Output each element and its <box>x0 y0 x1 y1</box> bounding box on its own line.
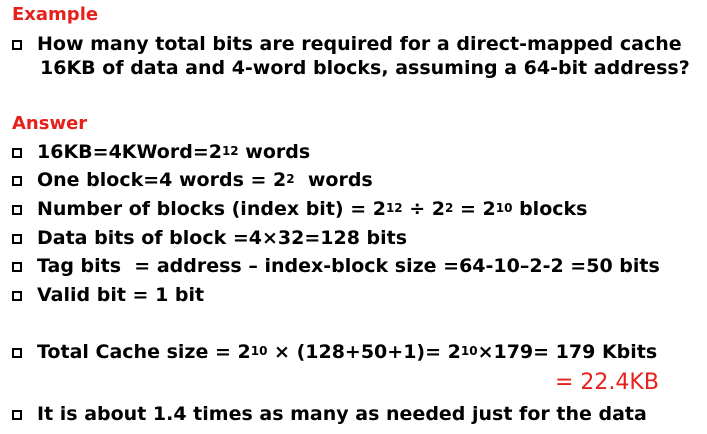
final-line: It is about 1.4 times as many as needed just for the data <box>12 402 647 427</box>
answer-line-5: Tag bits = address – index-block size =64-10–2-2 =50 bits <box>12 254 660 279</box>
square-bullet-icon <box>12 234 22 244</box>
question-line-1: How many total bits are required for a direct-mapped cache <box>37 33 682 55</box>
square-bullet-icon <box>12 262 22 272</box>
answer-line-3: Number of blocks (index $bit) = 2^{12} \div 2^2 = 2^{10}$ blocks <box>12 197 587 222</box>
square-bullet-icon <box>12 148 22 158</box>
question-bullet <box>12 32 682 57</box>
square-bullet-icon <box>12 205 22 215</box>
square-bullet-icon <box>12 40 22 50</box>
answer-line-2: One block=4 words = $2^2$ words <box>12 168 373 193</box>
answer-line-1: $16KB=4KWord=2^{12}$ words <box>12 140 310 165</box>
answer-line-6: Valid bit = 1 bit <box>12 283 204 308</box>
result-value: = 22.4KB <box>555 370 659 395</box>
answer-heading: Answer <box>12 113 88 134</box>
square-bullet-icon <box>12 176 22 186</box>
example-heading: Example <box>12 4 99 25</box>
answer-line-4: Data bits of block =4×32=128 bits <box>12 226 407 251</box>
total-cache-line: Total Cache size = $2^{10} \times (128+50+1)= 2^{10}\times 179= 179$ Kbits <box>12 340 657 365</box>
question-line-2: 16KB of data and 4-word blocks, assuming a 64-bit address? <box>40 57 690 79</box>
square-bullet-icon <box>12 348 22 358</box>
square-bullet-icon <box>12 410 22 420</box>
square-bullet-icon <box>12 291 22 301</box>
